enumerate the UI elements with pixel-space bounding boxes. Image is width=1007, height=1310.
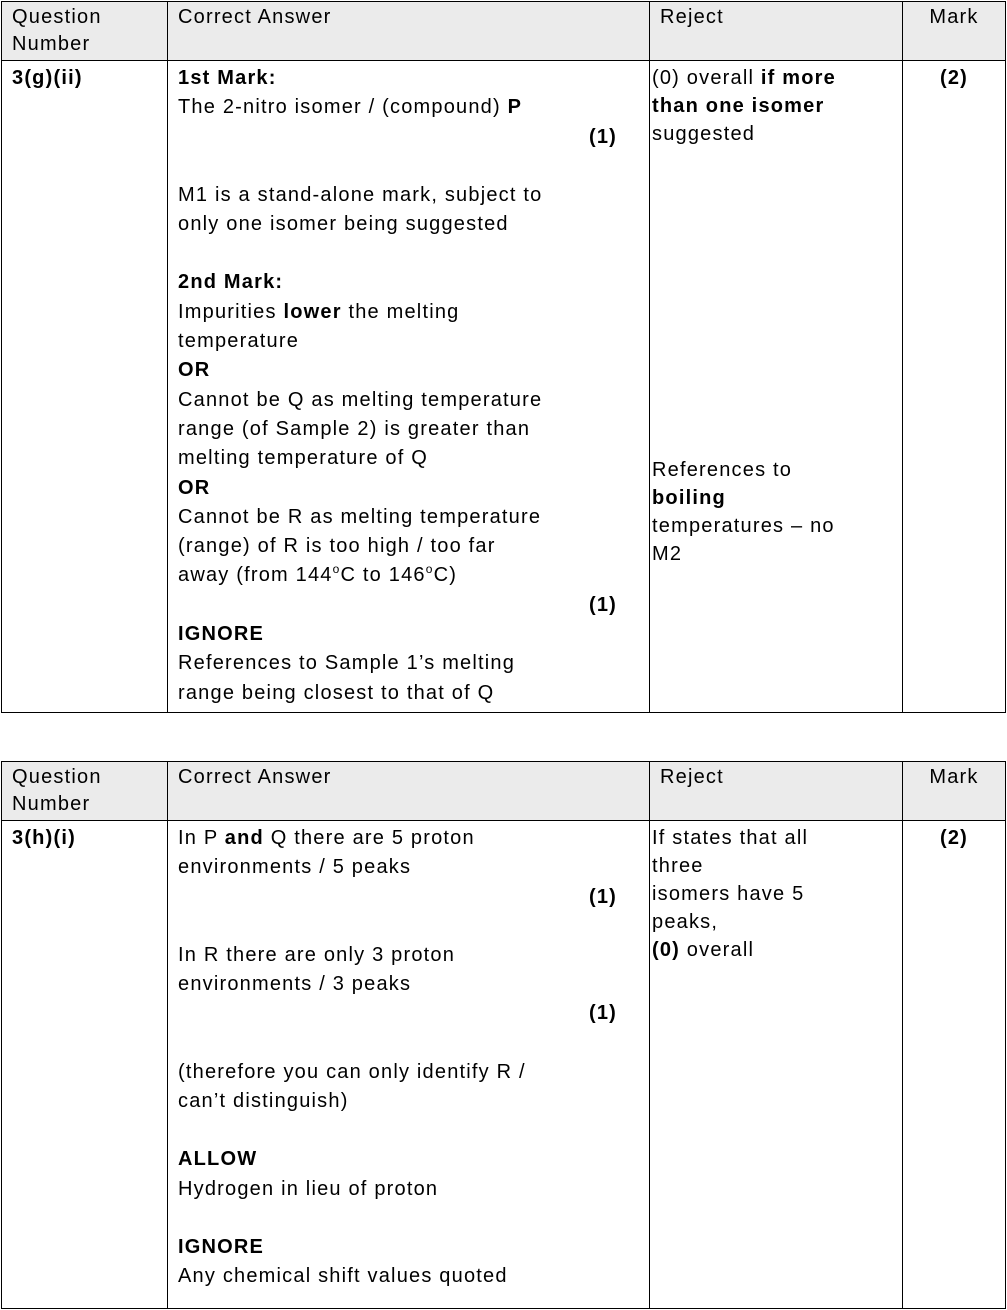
text-line <box>178 239 617 268</box>
table-row <box>2 61 1006 713</box>
mark-award: (1) <box>588 593 617 616</box>
text-line <box>178 1175 617 1204</box>
bold-text: than one isomer <box>652 95 825 117</box>
text-line <box>178 474 617 503</box>
superscript: o <box>425 562 434 577</box>
superscript: o <box>332 562 341 577</box>
text-line <box>178 1233 617 1262</box>
text-line <box>178 1145 617 1174</box>
bold-text: OR <box>178 476 211 499</box>
header-reject: Reject <box>650 762 903 821</box>
text-line <box>178 1204 617 1233</box>
text-line <box>178 298 617 327</box>
text-line <box>652 908 898 936</box>
header-row <box>2 2 1006 61</box>
text-segment: can’t distinguish) <box>178 1090 349 1113</box>
header-row <box>2 762 1006 821</box>
bold-text: and <box>224 827 264 849</box>
text-segment: overall <box>680 939 755 961</box>
text-segment: M2 <box>652 543 683 565</box>
text-line <box>652 428 898 456</box>
text-segment: Cannot be Q as melting temperature <box>178 388 543 411</box>
mark-award: (1) <box>588 885 617 908</box>
header-line: Question <box>12 766 102 788</box>
header-line: Number <box>12 33 91 55</box>
text-segment: Impurities <box>178 300 284 323</box>
text-segment: If states that all <box>652 827 809 849</box>
mark-scheme-table-1 <box>1 1 1006 713</box>
text-line <box>178 64 617 93</box>
text-line <box>178 941 617 970</box>
text-line <box>178 1087 617 1116</box>
text-segment: (therefore you can only identify R / <box>178 1060 526 1083</box>
text-line <box>652 148 898 176</box>
text-segment: environments / 5 peaks <box>178 856 412 879</box>
text-segment: M1 is a stand-alone mark, subject to <box>178 183 543 206</box>
text-line <box>178 327 617 356</box>
header-mark: Mark <box>903 2 1006 61</box>
header-correct-answer: Correct Answer <box>168 762 650 821</box>
header-reject: Reject <box>650 2 903 61</box>
bold-text: IGNORE <box>178 1235 265 1258</box>
text-segment: C to 146 <box>340 564 426 587</box>
question-number: 3(h)(i) <box>2 821 168 1309</box>
text-line <box>178 853 617 882</box>
text-line <box>178 532 617 561</box>
reject-cell <box>650 821 903 1309</box>
text-line <box>178 268 617 297</box>
text-line <box>178 152 617 181</box>
bold-text: lower <box>283 300 342 323</box>
header-question-number <box>2 2 168 61</box>
bold-text: if more <box>760 67 836 89</box>
mark-award: (1) <box>588 125 617 148</box>
text-line <box>652 92 898 120</box>
text-line <box>178 386 617 415</box>
text-segment: Q there are 5 proton <box>263 827 475 849</box>
text-segment: (range) of R is too high / too far <box>178 535 496 558</box>
text-line <box>652 204 898 232</box>
header-line: Number <box>12 793 91 815</box>
text-line <box>178 503 617 532</box>
header-line: Question <box>12 6 102 28</box>
bold-text: IGNORE <box>178 623 265 646</box>
table-row <box>2 821 1006 1309</box>
text-line <box>178 1058 617 1087</box>
text-line <box>178 93 617 122</box>
text-segment: (0) overall <box>652 67 761 89</box>
bold-text: (0) <box>652 939 681 961</box>
mark-total: (2) <box>903 61 1006 713</box>
bold-text: P <box>507 96 523 119</box>
text-line <box>178 561 617 590</box>
text-line <box>178 415 617 444</box>
text-line <box>652 372 898 400</box>
mark-scheme-table-2 <box>1 761 1006 1309</box>
text-line <box>652 824 898 852</box>
text-line <box>178 649 617 678</box>
text-line <box>178 356 617 385</box>
text-segment: temperatures – no <box>652 515 835 537</box>
text-line <box>178 824 617 853</box>
text-line <box>178 620 617 649</box>
text-line <box>652 400 898 428</box>
text-line <box>652 64 898 92</box>
header-correct-answer: Correct Answer <box>168 2 650 61</box>
text-line <box>178 181 617 210</box>
text-line <box>652 344 898 372</box>
text-line <box>652 880 898 908</box>
text-line <box>652 484 898 512</box>
text-line <box>652 936 898 964</box>
bold-text: 2nd Mark: <box>178 271 284 294</box>
text-segment: range (of Sample 2) is greater than <box>178 417 531 440</box>
header-mark: Mark <box>903 762 1006 821</box>
text-segment: isomers have 5 <box>652 883 805 905</box>
text-segment: environments / 3 peaks <box>178 973 412 996</box>
text-line <box>178 912 617 941</box>
text-line <box>652 232 898 260</box>
text-segment: Any chemical shift values quoted <box>178 1265 508 1288</box>
text-segment: C) <box>433 564 458 587</box>
text-segment: only one isomer being suggested <box>178 213 509 236</box>
text-line <box>652 456 898 484</box>
text-segment: peaks, <box>652 911 719 933</box>
bold-text: OR <box>178 359 211 382</box>
text-line <box>178 444 617 473</box>
text-line <box>178 210 617 239</box>
text-segment: Cannot be R as melting temperature <box>178 505 542 528</box>
header-question-number <box>2 762 168 821</box>
text-segment: the melting <box>341 300 460 323</box>
text-segment: In R there are only 3 proton <box>178 943 456 966</box>
text-line <box>652 316 898 344</box>
text-line <box>652 512 898 540</box>
mark-award: (1) <box>588 1002 617 1025</box>
text-line <box>652 260 898 288</box>
text-line <box>178 1262 617 1291</box>
correct-answer-cell <box>168 61 650 713</box>
text-line <box>652 176 898 204</box>
text-line <box>652 540 898 568</box>
text-line <box>652 288 898 316</box>
text-segment: temperature <box>178 330 300 353</box>
text-line <box>178 1116 617 1145</box>
text-line <box>178 679 617 708</box>
reject-cell <box>650 61 903 713</box>
text-segment: three <box>652 855 704 877</box>
text-line <box>178 970 617 999</box>
text-segment: In P <box>178 827 225 849</box>
text-segment: Hydrogen in lieu of proton <box>178 1177 439 1200</box>
bold-text: boiling <box>652 487 726 509</box>
text-line <box>178 1029 617 1058</box>
bold-text: ALLOW <box>178 1148 258 1171</box>
text-segment: melting temperature of Q <box>178 447 429 470</box>
mark-total: (2) <box>903 821 1006 1309</box>
bold-text: 1st Mark: <box>178 67 277 89</box>
text-segment: References to <box>652 459 793 481</box>
text-line <box>652 120 898 148</box>
text-segment: range being closest to that of Q <box>178 681 495 704</box>
text-segment: suggested <box>652 123 756 145</box>
question-number: 3(g)(ii) <box>2 61 168 713</box>
text-segment: The 2-nitro isomer / (compound) <box>178 96 508 119</box>
text-line <box>652 852 898 880</box>
text-segment: away (from 144 <box>178 564 333 587</box>
text-segment: References to Sample 1’s melting <box>178 652 516 675</box>
correct-answer-cell <box>168 821 650 1309</box>
